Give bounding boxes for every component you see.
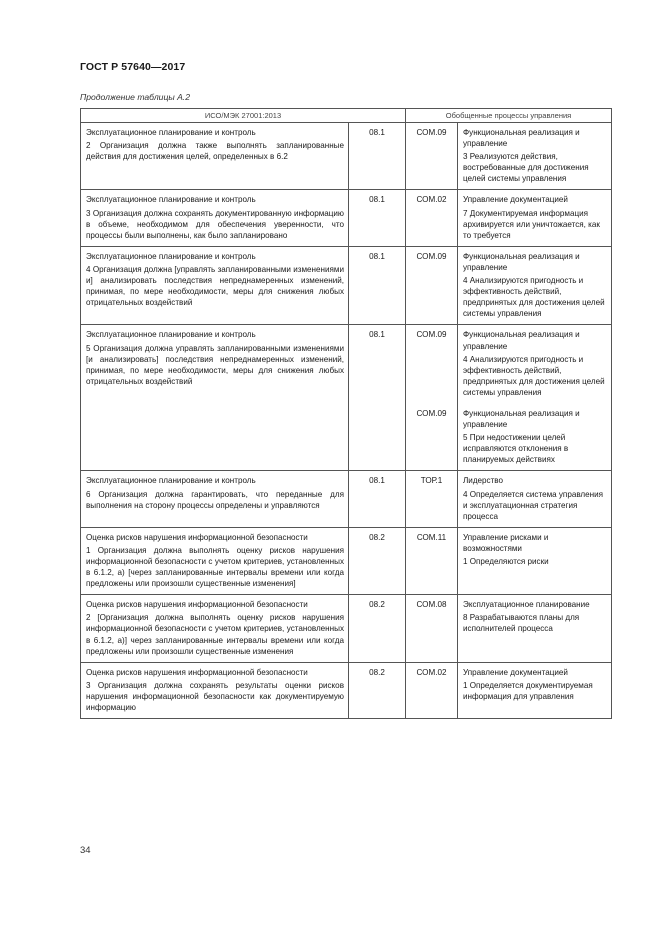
requirement-title: Оценка рисков нарушения информационной безопасности bbox=[86, 532, 308, 542]
requirement-cell bbox=[81, 325, 349, 471]
process-code-cell bbox=[406, 190, 458, 246]
process-code-cell bbox=[406, 527, 458, 594]
header-process-column: Обобщенные процессы управления bbox=[406, 109, 612, 123]
process-code: ТОР.1 bbox=[420, 476, 443, 486]
requirement-text: 4 Организация должна [управлять запланированными изменениями и] анализировать последствия непреднамеренных изменений, принимая, по мере необходимости, меры для снижения любых отрицательных воздействий bbox=[86, 264, 344, 308]
requirement-title: Эксплуатационное планирование и контроль bbox=[86, 330, 256, 340]
process-name: Функциональная реализация и управление bbox=[463, 408, 580, 430]
process-cell bbox=[458, 662, 612, 718]
table-row bbox=[81, 595, 612, 662]
process-text: 3 Реализуются действия, востребованные для достижения целей системы управления bbox=[463, 152, 589, 184]
process-text: 1 Определяется документируемая информация для управления bbox=[463, 680, 593, 701]
process-text: 4 Определяется система управления и эксплуатационная стратегия процесса bbox=[463, 489, 604, 521]
requirement-text: 5 Организация должна управлять запланированными изменениями [и анализировать] последствия непреднамеренных изменений, принимая, по мере необходимости, меры для снижения любых отрицательных воздействий bbox=[86, 343, 344, 386]
process-code: СОМ.09 bbox=[416, 251, 447, 261]
document-code: ГОСТ Р 57640—2017 bbox=[80, 61, 186, 73]
requirement-text: 1 Организация должна выполнять оценку рисков нарушения информационной безопасности с учетом критериев, установленных в 6.1.2, а) [через запланированные интервалы времени или когда предложены или произошли существенные изменения] bbox=[86, 545, 344, 589]
process-block bbox=[463, 475, 607, 521]
requirement-title: Оценка рисков нарушения информационной безопасности bbox=[86, 667, 308, 677]
table-row bbox=[81, 662, 612, 718]
requirement-cell bbox=[81, 595, 349, 662]
table-body bbox=[81, 123, 612, 719]
process-code: СОМ.09 bbox=[416, 330, 447, 340]
clause-cell: 08.2 bbox=[349, 527, 406, 594]
process-code: СОМ.02 bbox=[416, 667, 447, 677]
header-iso-column: ИСО/МЭК 27001:2013 bbox=[81, 109, 406, 123]
process-name: Управление документацией bbox=[463, 195, 568, 205]
process-code: СОМ.09 bbox=[416, 128, 447, 137]
process-cell bbox=[458, 527, 612, 594]
process-block bbox=[463, 251, 607, 320]
process-block bbox=[463, 127, 607, 184]
requirement-text: 2 Организация должна также выполнять запланированные действия для достижения целей, определенных в 6.2 bbox=[86, 141, 344, 162]
process-text: 4 Анализируются пригодность и эффективность действий, предпринятых для достижения целей системы управления bbox=[463, 276, 605, 319]
process-code: СОМ.02 bbox=[416, 195, 447, 205]
process-code-cell bbox=[406, 123, 458, 190]
process-code-cell bbox=[406, 595, 458, 662]
process-code-cell bbox=[406, 471, 458, 527]
process-name: Функциональная реализация и управление bbox=[463, 330, 580, 351]
requirement-title: Эксплуатационное планирование и контроль bbox=[86, 128, 256, 137]
process-cell bbox=[458, 190, 612, 246]
requirement-title: Эксплуатационное планирование и контроль bbox=[86, 251, 256, 261]
clause-cell: 08.1 bbox=[349, 471, 406, 527]
process-code-cell bbox=[406, 246, 458, 325]
process-block bbox=[463, 329, 607, 398]
process-cell bbox=[458, 246, 612, 325]
process-name: Эксплуатационное планирование bbox=[463, 600, 590, 610]
process-block bbox=[463, 408, 607, 465]
requirement-text: 3 Организация должна сохранять документированную информацию в объеме, необходимом для обеспечения уверенности, что процессы были выполнены, как было запланировано bbox=[86, 208, 344, 240]
process-cell bbox=[458, 123, 612, 190]
clause-cell: 08.1 bbox=[349, 325, 406, 471]
table-row bbox=[81, 527, 612, 594]
requirement-cell bbox=[81, 190, 349, 246]
clause-cell: 08.1 bbox=[349, 246, 406, 325]
requirement-title: Эксплуатационное планирование и контроль bbox=[86, 476, 256, 486]
process-name: Функциональная реализация и управление bbox=[463, 128, 580, 149]
table-row bbox=[81, 123, 612, 190]
process-name: Управление рисками и возможностями bbox=[463, 532, 549, 553]
process-text: 8 Разрабатываются планы для исполнителей процесса bbox=[463, 613, 580, 634]
process-code: СОМ.11 bbox=[416, 532, 447, 542]
process-block bbox=[463, 599, 607, 634]
table-header-row bbox=[81, 109, 612, 123]
table-row bbox=[81, 246, 612, 325]
process-code-cell bbox=[406, 325, 458, 471]
process-code: СОМ.08 bbox=[416, 600, 447, 610]
process-name: Функциональная реализация и управление bbox=[463, 251, 580, 272]
page-number: 34 bbox=[80, 845, 91, 856]
clause-cell: 08.2 bbox=[349, 595, 406, 662]
table-caption: Продолжение таблицы А.2 bbox=[80, 92, 190, 102]
clause-cell: 08.1 bbox=[349, 123, 406, 190]
table-row bbox=[81, 471, 612, 527]
requirement-text: 3 Организация должна сохранять результаты оценки рисков нарушения информационной безопасности как документируемую информацию bbox=[86, 680, 344, 713]
process-cell bbox=[458, 595, 612, 662]
process-name: Лидерство bbox=[463, 476, 504, 486]
process-text: 7 Документируемая информация архивируется или уничтожается, как то требуется bbox=[463, 208, 600, 240]
table-row bbox=[81, 325, 612, 471]
requirement-cell bbox=[81, 246, 349, 325]
table-row bbox=[81, 190, 612, 246]
process-cell bbox=[458, 325, 612, 471]
requirement-cell bbox=[81, 123, 349, 190]
requirement-title: Эксплуатационное планирование и контроль bbox=[86, 195, 256, 205]
process-text: 1 Определяются риски bbox=[463, 557, 549, 566]
requirement-cell bbox=[81, 471, 349, 527]
process-text: 4 Анализируются пригодность и эффективность действий, предпринятых для достижения целей системы управления bbox=[463, 354, 605, 397]
clause-cell: 08.1 bbox=[349, 190, 406, 246]
process-block bbox=[463, 532, 607, 567]
requirement-cell bbox=[81, 527, 349, 594]
process-block bbox=[463, 194, 607, 240]
requirement-text: 6 Организация должна гарантировать, что переданные для выполнения на сторону процессы определены и управляются bbox=[86, 489, 344, 510]
clause-cell: 08.2 bbox=[349, 662, 406, 718]
process-cell bbox=[458, 471, 612, 527]
requirement-title: Оценка рисков нарушения информационной безопасности bbox=[86, 600, 308, 610]
process-name: Управление документацией bbox=[463, 667, 568, 677]
process-block bbox=[463, 667, 607, 702]
process-code-cell bbox=[406, 662, 458, 718]
process-code: СОМ.09 bbox=[416, 409, 447, 419]
requirement-cell bbox=[81, 662, 349, 718]
requirement-text: 2 [Организация должна выполнять оценку рисков нарушения информационной безопасности с учетом критериев, установленных в 6.1.2, а)] через запланированные интервалы времени или когда предложены или произошли существенные изменения bbox=[86, 613, 344, 656]
process-text: 5 При недостижении целей исправляются отклонения в планируемых действиях bbox=[463, 433, 569, 465]
mapping-table bbox=[80, 108, 612, 719]
